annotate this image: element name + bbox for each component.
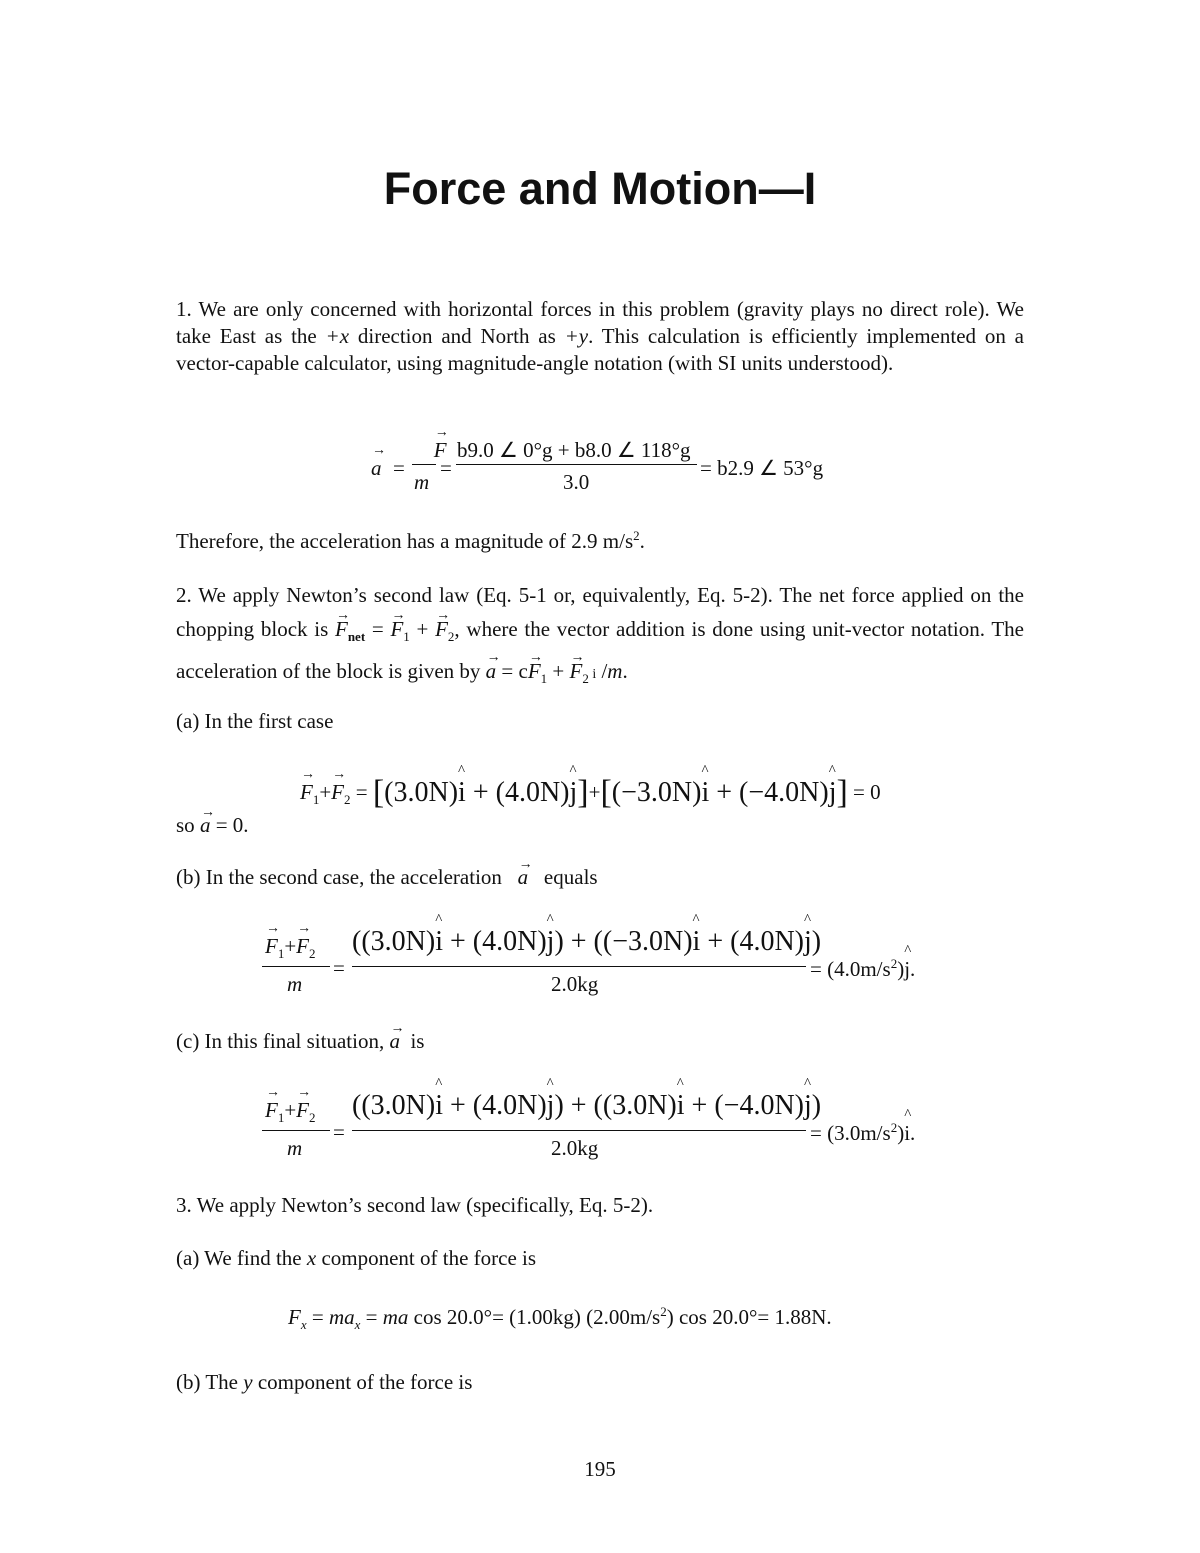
p2-net-sub: net [347, 629, 366, 645]
eq3-den: 2.0kg [551, 972, 599, 996]
p2-sub2: 2 [447, 629, 455, 645]
eq3-lhs-num [265, 934, 316, 962]
eq3-f2: → F [296, 934, 309, 959]
eq4-sup: 2 [890, 1120, 898, 1135]
eq4-result2: ) [897, 1121, 905, 1145]
eq5-ma: ma [328, 1305, 355, 1329]
eq1-lhs-a: → a [371, 456, 382, 481]
eq5-eq2: = [360, 1305, 383, 1329]
pc-part1: (c) In this final situation, [176, 1029, 385, 1053]
eq2-lhs [300, 770, 881, 811]
eq4-result [810, 1120, 915, 1146]
eq2-s1: 1 [312, 792, 320, 808]
eq4-frac-line-2 [352, 1130, 806, 1131]
p3b-part1: (b) The [176, 1370, 244, 1394]
eq4-num4: + (−4.0N) [684, 1090, 804, 1121]
p2-part3g: i [588, 667, 597, 683]
eq4-den: 2.0kg [551, 1136, 599, 1160]
eq4-num3: ) + ((3.0N) [554, 1090, 677, 1121]
p2-end: . [622, 659, 628, 684]
eq3-j1: ^ j [547, 926, 555, 958]
eq3-s2: 2 [309, 946, 316, 962]
eq4-j1: ^ j [547, 1090, 555, 1122]
problem-1-text [176, 296, 1024, 377]
p2-f2: → F [435, 612, 448, 646]
eq4-numerator [352, 1088, 821, 1120]
p2-plus: + [409, 617, 436, 641]
eq5-sup: 2 [660, 1304, 667, 1319]
eq3-plus: + [284, 934, 297, 958]
p2-part1: 2. We apply Newton’s second law (Eq. 5-1 or, equivalently, Eq. 5-2). The net force applied on the chopping block is [176, 583, 1024, 641]
eq4-f1: → F [265, 1098, 278, 1123]
so-rest: = 0. [210, 813, 249, 837]
eq2-bracket-3: [ [600, 774, 612, 811]
eq4-i2: ^ i [677, 1090, 685, 1122]
eq5-line [288, 1304, 832, 1333]
eq2-bracket-2: ] [577, 774, 589, 811]
p3a-part1: (a) We find the [176, 1246, 307, 1270]
eq3-j2: ^ j [804, 926, 812, 958]
eq2-i-1: ^ i [458, 777, 466, 809]
equation-1 [0, 430, 1200, 494]
eq2-j-2: ^ j [829, 777, 837, 809]
eq2-i-2: ^ i [701, 777, 709, 809]
eq3-num2: + (4.0N) [442, 926, 547, 957]
eq5-rest: cos 20.0°= (1.00kg) (2.00m/s [408, 1305, 661, 1329]
eq4-eq: = [333, 1120, 345, 1144]
eq3-end: . [910, 957, 916, 981]
eq2-term-1: (3.0N) [384, 777, 459, 808]
pb-part1: (b) In the second case, the acceleration [176, 865, 502, 889]
eq3-frac-line-1 [262, 966, 330, 967]
eq4-s2: 2 [309, 1110, 316, 1126]
eq4-lhs-num [265, 1098, 316, 1126]
p2-eq: = [365, 617, 391, 641]
eq3-num3: ) + ((−3.0N) [554, 926, 693, 957]
eq3-f1: → F [265, 934, 278, 959]
eq3-sup: 2 [890, 956, 898, 971]
p3a-x: x [306, 1246, 317, 1270]
p2-f1: → F [390, 612, 403, 646]
eq3-i1: ^ i [435, 926, 443, 958]
eq3-eq: = [333, 956, 345, 980]
so-a-zero [176, 812, 1024, 839]
eq1-result: = b2.9 ∠ 53°g [700, 456, 824, 480]
p3a-part2: component of the force is [316, 1246, 537, 1270]
p2-part3f: 2 [582, 671, 589, 687]
eq4-num2: + (4.0N) [442, 1090, 547, 1121]
eq1-numerator: b9.0 ∠ 0°g + b8.0 ∠ 118°g [457, 438, 691, 462]
p2-part3: = c [496, 659, 528, 684]
pb-part2: equals [543, 865, 598, 889]
eq2-plus-2: + [588, 780, 601, 804]
part-b-label [176, 864, 1024, 891]
eq2-end: = 0 [847, 780, 881, 804]
eq2-term-4: + (−4.0N) [709, 777, 829, 808]
eq2-f1: → F [300, 780, 313, 805]
eq3-num5: ) [811, 926, 822, 957]
eq4-num1: ((3.0N) [352, 1090, 436, 1121]
eq3-i2: ^ i [693, 926, 701, 958]
problem-2-text [176, 578, 1024, 696]
eq2-eq: = [350, 780, 373, 804]
eq5-sx: x [300, 1317, 307, 1333]
eq1-eq-sign: = [393, 456, 405, 480]
eq2-s2: 2 [344, 792, 351, 808]
pc-part2: is [410, 1029, 425, 1053]
page-number: 195 [584, 1457, 616, 1481]
eq4-f2: → F [296, 1098, 309, 1123]
p2-a: → a [486, 654, 497, 688]
eq5-eq1: = [306, 1305, 329, 1329]
eq1-eq-sign-2: = [440, 456, 452, 480]
eq1-frac-line-1 [412, 464, 436, 465]
therefore-text [176, 522, 1024, 555]
eq5-ma2: ma [382, 1305, 409, 1329]
pb-a: → a [518, 864, 529, 891]
p2-part2: , where the vector addition is done using unit-vector notation. The acceleration of the block is given by [176, 617, 1024, 684]
eq3-num4: + (4.0N) [700, 926, 804, 957]
eq3-s1: 1 [277, 946, 285, 962]
eq3-frac-line-2 [352, 966, 806, 967]
part-a-label: (a) In the first case [176, 709, 334, 733]
part-3b-label [176, 1369, 1024, 1396]
eq4-j2: ^ j [804, 1090, 812, 1122]
part-3a-label [176, 1245, 1024, 1272]
eq3-m: m [287, 972, 303, 996]
p3b-part2: component of the force is [252, 1370, 473, 1394]
eq1-den-m: m [414, 470, 430, 494]
p1-y-direction: +y [564, 324, 589, 348]
eq2-f2: → F [331, 780, 344, 805]
eq5-rest2: ) cos 20.0°= 1.88N. [666, 1305, 832, 1329]
p1-part2: direction and North as [349, 324, 565, 348]
eq4-s1: 1 [277, 1110, 285, 1126]
eq4-i1: ^ i [435, 1090, 443, 1122]
eq4-ri: ^ i [904, 1121, 910, 1146]
p2-part4: / [596, 659, 608, 684]
therefore-sup: 2 [633, 528, 640, 543]
eq4-result-main: = (3.0m/s [810, 1121, 891, 1145]
p2-part3e: → F [569, 654, 582, 688]
eq3-result2: ) [897, 957, 905, 981]
eq3-numerator [352, 924, 821, 956]
p2-sub1: 1 [403, 629, 410, 645]
p1-part3: . This calculation is efficiently implemented on a vector-capable calculator, using magnitude-angle notation (with SI units understood). [176, 324, 1024, 375]
eq4-num5: ) [811, 1090, 822, 1121]
p2-part3d: + [547, 659, 570, 684]
p1-part1: 1. We are only concerned with horizontal forces in this problem (gravity plays no direct role). We take East as the [176, 297, 1024, 348]
eq2-bracket-4: ] [836, 774, 848, 811]
eq3-result-main: = (4.0m/s [810, 957, 891, 981]
eq4-frac-line-1 [262, 1130, 330, 1131]
therefore-end: . [639, 529, 645, 553]
eq2-bracket-1: [ [372, 774, 385, 811]
p2-fnet: → F [335, 612, 348, 646]
p1-x-direction: +x [325, 324, 350, 348]
eq2-term-2: + (4.0N) [465, 777, 570, 808]
eq3-rj: ^ j [904, 957, 910, 982]
p2-m: m [607, 659, 623, 684]
eq4-end: . [910, 1121, 916, 1145]
eq2-j-1: ^ j [570, 777, 578, 809]
eq5-sx2: x [354, 1317, 361, 1333]
eq2-term-3: (−3.0N) [611, 777, 702, 808]
p2-part3c: 1 [540, 671, 548, 687]
eq3-result [810, 956, 915, 982]
eq1-frac-line-2 [456, 464, 697, 465]
part-c-label [176, 1028, 1024, 1055]
problem-3-text: 3. We apply Newton’s second law (specifically, Eq. 5-2). [176, 1193, 654, 1217]
eq1-denominator: 3.0 [563, 470, 590, 494]
eq2-plus: + [319, 780, 332, 804]
p2-part3b: → F [528, 654, 541, 688]
page-title: Force and Motion—I [383, 163, 817, 214]
therefore-main: Therefore, the acceleration has a magnitude of 2.9 m/s [176, 529, 634, 553]
eq4-m: m [287, 1136, 303, 1160]
so-text: so [176, 813, 200, 837]
eq5-F: F [288, 1305, 301, 1329]
pc-a: → a [389, 1028, 400, 1055]
eq1-num-F: → F [434, 438, 447, 463]
eq4-plus: + [284, 1098, 297, 1122]
eq3-num1: ((3.0N) [352, 926, 436, 957]
p3b-y: y [243, 1370, 253, 1394]
so-a: → a [200, 812, 211, 839]
